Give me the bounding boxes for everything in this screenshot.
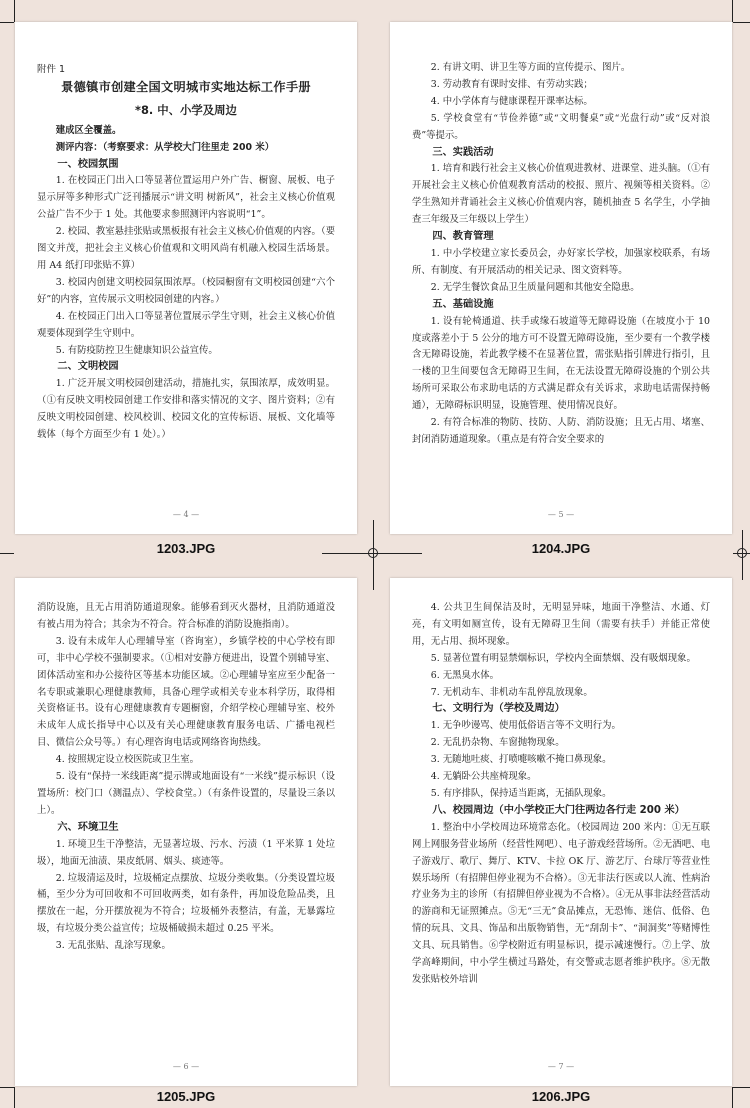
paragraph: 4. 按照规定设立校医院或卫生室。 <box>55 754 199 766</box>
paragraph: 6. 无黑臭水体。 <box>430 669 499 681</box>
paragraph: 3. 无随地吐痰、打喷嚏咳嗽不掩口鼻现象。 <box>430 754 612 766</box>
registration-circle <box>368 548 378 558</box>
paragraph: 1. 中小学校建立家长委员会，办好家长学校，加强家校联系，有场所、有制度、有开展活动的相关记录、图文资料等。 <box>412 247 710 276</box>
paragraph: 1. 在校园正门出入口等显著位置运用户外广告、橱窗、展板、电子显示屏等多种形式广泛刊播展示“讲文明 树新风”，社会主义核心价值观公益广告不少于 1 处。其他要求参照测评内容说明“1”。 <box>37 175 335 221</box>
page-body <box>37 123 335 444</box>
page-number: — 4 — <box>172 510 200 520</box>
paragraph: 1. 环境卫生干净整洁，无显著垃圾、污水、污渍（1 平米算 1 处垃圾），地面无油渍、果皮纸屑、烟头、痰迹等。 <box>37 838 335 867</box>
crop-mark <box>14 1087 15 1108</box>
page-body <box>37 600 335 955</box>
section-heading: 五、基础设施 <box>432 298 494 310</box>
section-heading: 六、环境卫生 <box>57 821 119 833</box>
section-heading: 四、教育管理 <box>432 231 494 243</box>
paragraph: 5. 学校食堂有“节俭养德”或“文明餐桌”或“光盘行动”或“反对浪费”等提示。 <box>412 112 710 141</box>
paragraph: 2. 有符合标准的物防、技防、人防、消防设施；且无占用、堵塞、封闭消防通道现象。（重点是有符合安全要求的 <box>412 417 710 445</box>
crop-mark <box>0 1087 14 1088</box>
section-heading: 七、文明行为（学校及周边） <box>432 703 565 715</box>
paragraph: 5. 显著位置有明显禁烟标识，学校内全面禁烟、没有吸烟现象。 <box>430 652 696 664</box>
crop-mark <box>14 0 15 22</box>
paragraph: 4. 中小学体育与健康课程开课率达标。 <box>430 95 593 107</box>
paragraph: 2. 垃圾清运及时，垃圾桶定点摆放、垃圾分类收集。（分类设置垃圾桶，至少分为可回收和不可回收两类，如有条件，再加设危险品类，且摆放在一起，分开摆放视为不符合；垃圾桶外表整洁，有盖，无暴露垃圾，有垃圾分类公益宣传；垃圾桶破损未超过 0.25 平米。 <box>37 872 335 935</box>
registration-circle <box>737 548 747 558</box>
crop-mark <box>732 0 733 22</box>
paragraph: 3. 校园内创建文明校园氛围浓厚。（校园橱窗有文明校园创建“六个好”的内容，宣传展示文明校园创建的内容。） <box>37 276 335 305</box>
paragraph: 3. 设有未成年人心理辅导室（咨询室），乡镇学校的中心学校有即可，非中心学校不强制要求。（①相对安静方便进出，设置个别辅导室、团体活动室和办公接待区等基本功能区域。②心理辅导室应至少配备一名专职或兼职心理健康教师，具备心理学或相关专业本科学历，取得相关资格证书。设有心理健康教育专题橱窗，介绍学校心理辅导室、校外未成年人成长指导中心以及有关心理健康教育服务电话、广播电视栏目、微信公众号等。）有心理咨询电话或网络咨询热线。 <box>37 635 335 749</box>
paragraph: 2. 无学生餐饮食品卫生质量问题和其他安全隐患。 <box>430 281 640 293</box>
paragraph: 5. 设有“保持一米线距离”提示牌或地面设有“一米线”提示标识（设置场所：校门口（测温点）、学校食堂。）（有条件设置的，尽量设三条以上）。 <box>37 771 335 816</box>
paragraph: 4. 无躺卧公共座椅现象。 <box>430 771 537 783</box>
document-page-3 <box>15 578 357 1086</box>
document-page-1 <box>15 22 357 534</box>
page-body <box>412 600 710 989</box>
document-page-4 <box>390 578 732 1086</box>
paragraph: 1. 设有轮椅通道、扶手或缘石坡道等无障碍设施（在坡度小于 10 度或落差小于 5 公分的地方可不设置无障碍设施，至少要有一个教学楼含无障碍设施，若此教学楼不在显著位置，需张贴指引牌进行指引，且一楼的卫生间要包含无障碍卫生间，在无法设置无障碍设施的个别公共场所可采取公布求助电话的方式满足群众有关诉求，求助电话需保持畅通），无障碍标识明显，设施管理、使用情况良好。 <box>412 315 710 412</box>
section-heading: 八、校园周边（中小学校正大门往两边各行走 200 米） <box>432 804 685 816</box>
crop-mark <box>0 22 14 23</box>
filename-label: 1206.JPG <box>531 1089 591 1104</box>
page-body <box>412 60 710 449</box>
crop-mark <box>733 1087 750 1088</box>
paragraph: 7. 无机动车、非机动车乱停乱放现象。 <box>430 686 593 698</box>
paragraph: 1. 整治中小学校周边环境常态化。（校园周边 200 米内：①无互联网上网服务营业场所（经营性网吧）、电子游戏经营场所。②无酒吧、电子游戏厅、歌厅、舞厅、KTV、卡拉 OK 厅、游艺厅、台球厅等营业性娱乐场所（有招牌但停业视为不合格）。③无非法行医或以人流、性病治疗业务为主的诊所（有招牌但停业视为不合格）。④无从事非法经营活动的游商和无证照摊点。⑤无“三无”食品摊点，无恐怖、迷信、低俗、色情的玩具、文具、饰品和出版物销售，无“刮刮卡”、“洞洞奖”等赌博性文具、玩具销售。⑥学校附近有明显标识，提示减速慢行。⑦上学、放学高峰期间，中小学生横过马路处，有交警或志愿者维护秩序。⑧无散发张贴校外培训 <box>412 821 710 985</box>
crop-mark <box>0 553 14 554</box>
document-page-2 <box>390 22 732 534</box>
crop-mark <box>732 1087 733 1108</box>
filename-label: 1204.JPG <box>531 541 591 556</box>
paragraph-continued: 消防设施，且无占用消防通道现象。能够看到灭火器材，且消防通道没有被占用为符合；其余为不符合。符合标准的消防设施指南）。 <box>37 602 335 630</box>
attachment-label: 附件 1 <box>37 64 66 75</box>
filename-label: 1203.JPG <box>156 541 216 556</box>
filename-label: 1205.JPG <box>156 1089 216 1104</box>
paragraph: 5. 有序排队，保持适当距离，无插队现象。 <box>430 787 612 799</box>
section-title: *8. 中、小学及周边 <box>135 102 237 117</box>
paragraph: 3. 劳动教育有课时安排、有劳动实践； <box>430 78 593 90</box>
section-heading: 三、实践活动 <box>432 146 494 158</box>
page-number: — 7 — <box>547 1062 575 1072</box>
paragraph: 1. 培育和践行社会主义核心价值观进教材、进课堂、进头脑。（①有开展社会主义核心价值观教育活动的校报、照片、视频等相关资料。②学生熟知并背诵社会主义核心价值观内容，随机抽查 5 名学生，小学抽查三年级及三年级以上学生） <box>412 163 710 226</box>
paragraph: 2. 有讲文明、讲卫生等方面的宣传提示、图片。 <box>430 62 631 73</box>
paragraph: 2. 校园、教室悬挂张贴或黑板报有社会主义核心价值观的内容。（要图文并茂，把社会主义核心价值观和文明风尚有机融入校园生活场景。用 A4 纸打印张贴不算） <box>37 226 335 271</box>
document-title: 景德镇市创建全国文明城市实地达标工作手册 <box>61 79 311 94</box>
page-number: — 6 — <box>172 1062 200 1072</box>
bold-text-line: 建成区全覆盖。 <box>55 124 122 136</box>
crop-mark <box>733 22 750 23</box>
paragraph: 4. 在校园正门出入口等显著位置展示学生守则，社会主义核心价值观要体现到学生守则中。 <box>37 310 335 339</box>
bold-text-line: 测评内容：（考察要求：从学校大门往里走 200 米） <box>55 141 275 153</box>
paragraph: 1. 广泛开展文明校园创建活动，措施扎实，氛围浓厚，成效明显。（①有反映文明校园创建工作安排和落实情况的文字、图片资料；②有反映文明校园创建、校风校训、校园文化的宣传标语、展板、文化墙等载体（每个方面至少有 1 处）。） <box>37 378 335 441</box>
paragraph: 2. 无乱扔杂物、车窗抛物现象。 <box>430 737 565 749</box>
paragraph: 4. 公共卫生间保洁及时，无明显异味，地面干净整洁、水通、灯亮，有文明如厕宣传，设有无障碍卫生间（需要有扶手）并能正常使用，无占用、损坏现象。 <box>412 602 710 647</box>
paragraph: 5. 有防疫防控卫生健康知识公益宣传。 <box>55 344 218 356</box>
page-number: — 5 — <box>547 510 575 520</box>
paragraph: 3. 无乱张贴、乱涂写现象。 <box>55 940 171 952</box>
section-heading: 二、文明校园 <box>57 361 119 373</box>
paragraph: 1. 无争吵谩骂、使用低俗语言等不文明行为。 <box>430 720 621 732</box>
section-heading: 一、校园氛围 <box>57 158 119 170</box>
